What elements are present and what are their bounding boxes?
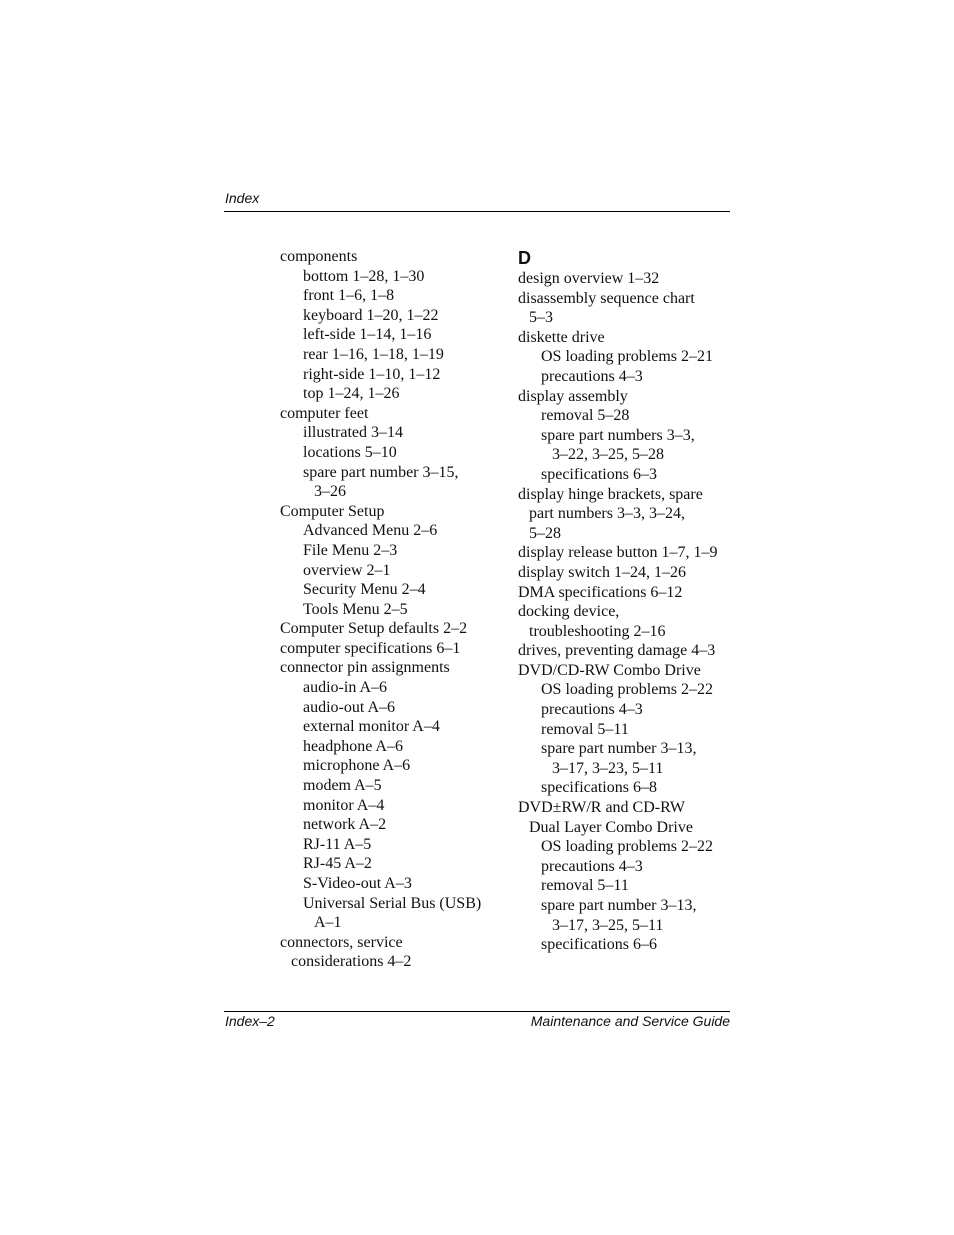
index-continuation: considerations 4–2 [291, 953, 412, 971]
index-subentry: S-Video-out A–3 [303, 875, 412, 892]
index-continuation: part numbers 3–3, 3–24, [529, 505, 685, 523]
section-letter-heading: D [518, 248, 531, 268]
index-continuation: 3–17, 3–25, 5–11 [552, 916, 664, 934]
index-subentry: bottom 1–28, 1–30 [303, 267, 425, 285]
index-entry: DMA specifications 6–12 [518, 583, 683, 601]
running-header: Index [225, 190, 260, 206]
index-subentry: right-side 1–10, 1–12 [303, 365, 441, 383]
book-title: Maintenance and Service Guide [530, 1013, 730, 1029]
index-subentry: monitor A–4 [303, 796, 385, 814]
index-subentry: external monitor A–4 [303, 718, 440, 736]
index-entry: computer specifications 6–1 [280, 639, 461, 657]
index-subentry: microphone A–6 [303, 757, 411, 775]
index-entry: display assembly [518, 387, 628, 405]
index-entry: design overview 1–32 [518, 270, 660, 287]
index-subentry: Tools Menu 2–5 [303, 600, 408, 618]
index-subentry: locations 5–10 [303, 443, 397, 461]
index-entry: connector pin assignments [280, 659, 450, 677]
index-entry: connectors, service [280, 933, 403, 951]
index-continuation: Dual Layer Combo Drive [529, 818, 693, 836]
index-entry: Computer Setup [280, 502, 385, 520]
index-entry: display switch 1–24, 1–26 [518, 563, 686, 581]
index-subentry: audio-out A–6 [303, 698, 395, 716]
index-entry: components [280, 248, 358, 265]
index-subentry: illustrated 3–14 [303, 424, 403, 442]
index-continuation: A–1 [314, 914, 342, 932]
index-entry: Computer Setup defaults 2–2 [280, 620, 468, 638]
index-continuation: 5–3 [529, 309, 553, 327]
index-subentry: spare part numbers 3–3, [541, 426, 695, 444]
index-subentry: RJ-45 A–2 [303, 855, 372, 873]
index-subentry: Universal Serial Bus (USB) [303, 894, 482, 912]
index-subentry: specifications 6–3 [541, 465, 657, 483]
index-entry: display hinge brackets, spare [518, 485, 703, 503]
index-entry: DVD/CD-RW Combo Drive [518, 661, 701, 679]
index-continuation: 3–22, 3–25, 5–28 [552, 446, 664, 464]
index-entry: diskette drive [518, 328, 605, 346]
index-subentry: spare part number 3–13, [541, 897, 697, 914]
index-subentry: File Menu 2–3 [303, 541, 398, 559]
index-subentry: top 1–24, 1–26 [303, 385, 400, 403]
index-subentry: front 1–6, 1–8 [303, 287, 395, 305]
index-subentry: removal 5–28 [541, 407, 630, 425]
index-subentry: precautions 4–3 [541, 367, 643, 385]
index-column-left [280, 247, 505, 972]
header-rule [224, 211, 730, 212]
index-subentry: OS loading problems 2–22 [541, 838, 713, 856]
index-subentry: left-side 1–14, 1–16 [303, 326, 432, 344]
index-subentry: Advanced Menu 2–6 [303, 522, 438, 540]
index-subentry: overview 2–1 [303, 561, 391, 579]
index-subentry: audio-in A–6 [303, 679, 387, 697]
index-subentry: spare part number 3–13, [541, 740, 697, 758]
index-subentry: modem A–5 [303, 777, 382, 795]
index-column-right [518, 247, 734, 955]
index-subentry: Security Menu 2–4 [303, 581, 426, 599]
index-entry: drives, preventing damage 4–3 [518, 642, 716, 660]
index-subentry: precautions 4–3 [541, 701, 643, 719]
index-subentry: specifications 6–8 [541, 779, 657, 797]
index-continuation: 3–26 [314, 483, 346, 501]
index-subentry: keyboard 1–20, 1–22 [303, 306, 439, 324]
index-entry: docking device, [518, 603, 620, 621]
index-subentry: RJ-11 A–5 [303, 835, 372, 853]
index-subentry: precautions 4–3 [541, 857, 643, 875]
index-subentry: removal 5–11 [541, 720, 629, 738]
index-continuation: troubleshooting 2–16 [529, 622, 666, 640]
index-subentry: removal 5–11 [541, 877, 629, 895]
index-continuation: 5–28 [529, 524, 561, 542]
index-subentry: rear 1–16, 1–18, 1–19 [303, 345, 444, 363]
index-subentry: OS loading problems 2–22 [541, 681, 713, 699]
index-subentry: specifications 6–6 [541, 936, 657, 954]
index-entry: display release button 1–7, 1–9 [518, 544, 718, 562]
page-number: Index–2 [225, 1013, 275, 1029]
index-entry: DVD±RW/R and CD-RW [518, 799, 685, 817]
index-subentry: spare part number 3–15, [303, 463, 459, 481]
index-subentry: network A–2 [303, 816, 387, 834]
index-continuation: 3–17, 3–23, 5–11 [552, 759, 664, 777]
index-entry: disassembly sequence chart [518, 289, 695, 307]
index-entry: computer feet [280, 404, 369, 422]
index-subentry: headphone A–6 [303, 737, 403, 755]
index-subentry: OS loading problems 2–21 [541, 348, 713, 366]
footer-rule [224, 1011, 730, 1012]
